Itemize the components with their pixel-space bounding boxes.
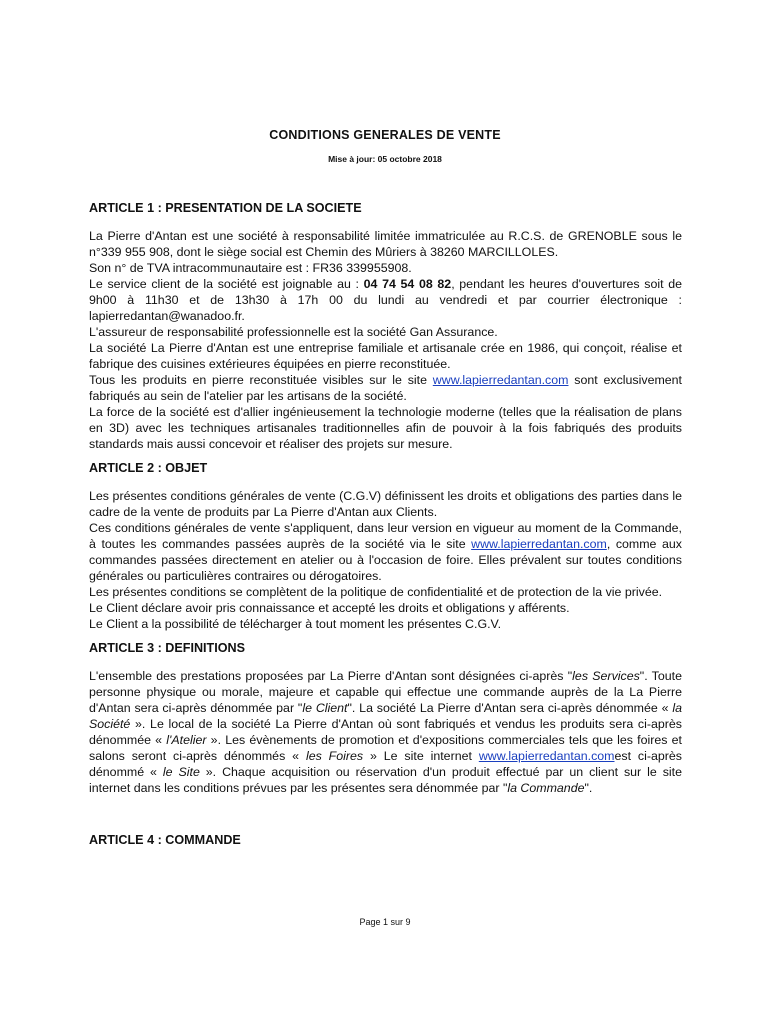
article-4-heading: ARTICLE 4 : COMMANDE	[89, 833, 241, 847]
article-3	[89, 640, 682, 796]
article-1-paragraph	[89, 276, 682, 324]
text-span: Le service client de la société est joignable au :	[89, 277, 364, 291]
text-span: Tous les produits en pierre reconstituée visibles sur le site	[89, 373, 433, 387]
article-3-paragraph	[89, 668, 682, 796]
document-title: CONDITIONS GENERALES DE VENTE	[269, 128, 501, 142]
article-2-paragraph: Le Client a la possibilité de télécharger à tout moment les présentes C.G.V.	[89, 617, 502, 631]
defined-term: la Commande	[507, 781, 585, 795]
text-span: est ci-après dénommé «	[89, 749, 682, 779]
article-2-heading: ARTICLE 2 : OBJET	[89, 461, 208, 475]
text-span: » Le site internet	[363, 749, 479, 763]
defined-term: le Site	[162, 765, 200, 779]
page-number: Page 1 sur 9	[359, 917, 411, 927]
article-1	[89, 200, 682, 452]
article-2-paragraph	[89, 520, 682, 584]
article-1-paragraph: Son n° de TVA intracommunautaire est : FR36 339955908.	[89, 261, 412, 275]
text-span: ". La société La Pierre d'Antan sera ci-après dénommée «	[347, 701, 673, 715]
text-span: ». Chaque acquisition ou réservation d'un produit effectué par un client sur le site internet dans les conditions prévues par les présentes sera dénommée par "	[89, 765, 683, 795]
article-1-heading: ARTICLE 1 : PRESENTATION DE LA SOCIETE	[89, 201, 362, 215]
text-span: ». Les évènements de promotion et d'expositions commerciales tels que les foires et salons seront ci-après dénommés «	[89, 733, 682, 763]
article-3-heading: ARTICLE 3 : DEFINITIONS	[89, 641, 246, 655]
text-span: , comme aux commandes passées directement en atelier ou à l'occasion de foire. Elles prévalent sur toutes conditions générales ou particulières contraires ou dérogatoires.	[89, 537, 682, 583]
article-1-paragraph: La force de la société est d'allier ingénieusement la technologie moderne (telles que la réalisation de plans en 3D) avec les techniques artisanales traditionnelles afin de pouvoir à la fois fabriqués des produits standards mais aussi concevoir et réaliser des projets sur mesure.	[89, 405, 682, 451]
text-span: ". Toute personne physique ou morale, majeure et capable qui effectue une commande auprès de la La Pierre d'Antan sera ci-après dénommée par "	[89, 669, 682, 715]
article-1-paragraph: La société La Pierre d'Antan est une entreprise familiale et artisanale crée en 1986, qui conçoit, réalise et fabrique des cuisines extérieures équipées en pierre reconstituée.	[89, 341, 682, 371]
update-date: Mise à jour: 05 octobre 2018	[328, 154, 442, 164]
article-2-paragraph: Les présentes conditions se complètent de la politique de confidentialité et de protection de la vie privée.	[89, 585, 663, 599]
defined-term: la Société	[89, 701, 682, 731]
defined-term: le Client	[302, 701, 348, 715]
document-body	[89, 200, 682, 860]
article-1-paragraph: La Pierre d'Antan est une société à responsabilité limitée immatriculée au R.C.S. de GRENOBLE sous le n°339 955 908, dont le siège social est Chemin des Mûriers à 38260 MARCILLOLES.	[89, 229, 682, 259]
article-1-paragraph: L'assureur de responsabilité professionnelle est la société Gan Assurance.	[89, 325, 498, 339]
defined-term: les Foires	[305, 749, 364, 763]
website-link[interactable]: www.lapierredantan.com	[471, 537, 607, 551]
article-2-paragraph: Les présentes conditions générales de vente (C.G.V) définissent les droits et obligations des parties dans le cadre de la vente de produits par La Pierre d'Antan aux Clients.	[89, 489, 682, 519]
website-link[interactable]: www.lapierredantan.com	[432, 373, 569, 387]
article-2-paragraph: Le Client déclare avoir pris connaissance et accepté les droits et obligations y afférents.	[89, 601, 570, 615]
text-span: L'ensemble des prestations proposées par La Pierre d'Antan sont désignées ci-après "	[89, 669, 573, 683]
article-4	[89, 832, 682, 848]
website-link[interactable]: www.lapierredantan.com	[478, 749, 615, 763]
text-span: Ces conditions générales de vente s'appliquent, dans leur version en vigueur au moment de la Commande, à toutes les commandes passées auprès de la société via le site	[89, 521, 682, 551]
text-span: ». Le local de la société La Pierre d'Antan où sont fabriqués et vendus les produits sera ci-après dénommée «	[89, 717, 682, 747]
text-span: ".	[584, 781, 593, 795]
article-2	[89, 460, 682, 632]
phone-number: 04 74 54 08 82	[363, 277, 452, 291]
text-span: , pendant les heures d'ouvertures soit de 9h00 à 11h30 et de 13h30 à 17h 00 du lundi au vendredi et par courrier électronique : lapierredantan@wanadoo.fr.	[89, 277, 682, 323]
defined-term: l'Atelier	[166, 733, 207, 747]
defined-term: les Services	[572, 669, 640, 683]
text-span: sont exclusivement fabriqués au sein de l'atelier par les artisans de la société.	[89, 373, 683, 403]
article-1-paragraph	[89, 372, 682, 404]
